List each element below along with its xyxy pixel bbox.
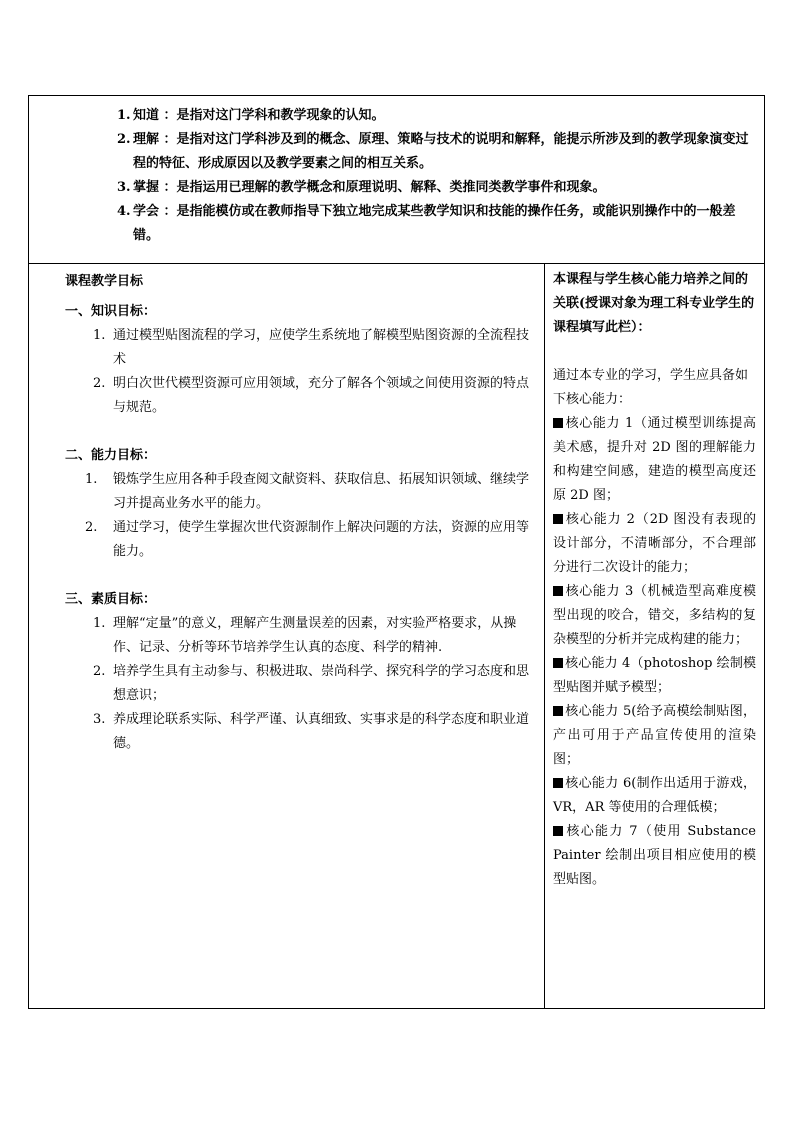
goal-text: 通过学习，使学生掌握次世代资源制作上解决问题的方法，资源的应用等能力。 bbox=[113, 520, 530, 559]
core-ability-text: 核心能力 7（使用 Substance Painter 绘制出项目相应使用的模型贴图。 bbox=[553, 824, 756, 887]
core-ability-item bbox=[553, 700, 756, 772]
core-ability-column bbox=[545, 264, 764, 1008]
core-ability-item bbox=[553, 652, 756, 700]
goal-number: 2. bbox=[85, 520, 98, 535]
definition-number: 4. bbox=[117, 204, 131, 219]
core-ability-item bbox=[553, 820, 756, 892]
goal-number: 1. bbox=[93, 328, 106, 343]
ability-goal-item bbox=[85, 468, 533, 516]
black-square-icon bbox=[553, 778, 563, 788]
definition-number: 3. bbox=[117, 180, 131, 195]
quality-goal-item bbox=[93, 612, 533, 660]
teaching-goals-title: 课程教学目标 bbox=[65, 274, 144, 289]
goal-number: 3. bbox=[93, 712, 106, 727]
goal-text: 培养学生具有主动参与、积极进取、崇尚科学、探究科学的学习态度和思想意识； bbox=[113, 664, 530, 703]
definition-item bbox=[117, 200, 757, 248]
course-table bbox=[28, 95, 765, 1009]
goal-text: 理解“定量”的意义，理解产生测量误差的因素，对实验严格要求，从操作、记录、分析等环节培养学生认真的态度、科学的精神. bbox=[113, 616, 517, 655]
goal-number: 1. bbox=[93, 616, 106, 631]
goal-number: 1. bbox=[85, 472, 98, 487]
core-ability-text: 核心能力 3（机械造型高难度模型出现的咬合，错交，多结构的复杂模型的分析并完成构建的能力； bbox=[553, 584, 756, 647]
goal-text: 养成理论联系实际、科学严谨、认真细致、实事求是的科学态度和职业道德。 bbox=[113, 712, 530, 751]
ability-goal-item bbox=[85, 516, 533, 564]
quality-goal-item bbox=[93, 708, 533, 756]
core-ability-text: 核心能力 2（2D 图没有表现的设计部分，不清晰部分，不合理部分进行二次设计的能力； bbox=[553, 512, 756, 575]
black-square-icon bbox=[553, 586, 563, 596]
knowledge-goals-heading: 一、知识目标： bbox=[65, 304, 157, 319]
definition-item bbox=[117, 104, 757, 128]
definition-text: 理解 ：是指对这门学科涉及到的概念、原理、策略与技术的说明和解释，能提示所涉及到的教学现象演变过程的特征、形成原因以及教学要素之间的相互关系。 bbox=[133, 132, 749, 171]
definition-text: 学会 ：是指能模仿或在教师指导下独立地完成某些教学知识和技能的操作任务，或能识别操作中的一般差错。 bbox=[133, 204, 736, 243]
ability-goals-list bbox=[85, 468, 533, 564]
teaching-goals-column bbox=[29, 264, 545, 1008]
black-square-icon bbox=[553, 418, 563, 428]
knowledge-goals-list bbox=[93, 324, 533, 420]
definition-text: 掌握 ：是指运用已理解的教学概念和原理说明、解释、类推同类教学事件和现象。 bbox=[133, 180, 606, 195]
definitions-section bbox=[29, 96, 764, 264]
definition-item bbox=[117, 128, 757, 176]
core-ability-item bbox=[553, 772, 756, 820]
core-ability-text: 核心能力 4（photoshop 绘制模型贴图并赋予模型； bbox=[553, 656, 756, 695]
black-square-icon bbox=[553, 658, 563, 668]
goal-number: 2. bbox=[93, 376, 106, 391]
core-ability-item bbox=[553, 412, 756, 508]
core-ability-item bbox=[553, 508, 756, 580]
definitions-list bbox=[117, 104, 757, 248]
core-ability-title: 本课程与学生核心能力培养之间的关联(授课对象为理工科专业学生的课程填写此栏）： bbox=[553, 272, 755, 335]
core-ability-intro: 通过本专业的学习，学生应具备如下核心能力： bbox=[553, 368, 749, 407]
ability-goals-heading: 二、能力目标： bbox=[65, 448, 157, 463]
black-square-icon bbox=[553, 826, 563, 836]
core-ability-text: 核心能力 1（通过模型训练提高美术感，提升对 2D 图的理解能力和构建空间感，建造的模型高度还原 2D 图； bbox=[553, 416, 756, 503]
quality-goal-item bbox=[93, 660, 533, 708]
core-ability-text: 核心能力 5(给予高模绘制贴图，产出可用于产品宣传使用的渲染图； bbox=[553, 704, 756, 767]
core-ability-text: 核心能力 6(制作出适用于游戏，VR，AR 等使用的合理低模； bbox=[553, 776, 756, 815]
goal-text: 锻炼学生应用各种手段查阅文献资料、获取信息、拓展知识领域、继续学习并提高业务水平的能力。 bbox=[113, 472, 530, 511]
goal-text: 通过模型贴图流程的学习，应使学生系统地了解模型贴图资源的全流程技术 bbox=[113, 328, 530, 367]
core-ability-item bbox=[553, 580, 756, 652]
knowledge-goal-item bbox=[93, 372, 533, 420]
black-square-icon bbox=[553, 514, 563, 524]
definition-number: 1. bbox=[117, 108, 131, 123]
black-square-icon bbox=[553, 706, 563, 716]
definition-item bbox=[117, 176, 757, 200]
goal-number: 2. bbox=[93, 664, 106, 679]
quality-goals-list bbox=[93, 612, 533, 756]
goal-text: 明白次世代模型资源可应用领域，充分了解各个领域之间使用资源的特点与规范。 bbox=[113, 376, 530, 415]
definition-text: 知道 ：是指对这门学科和教学现象的认知。 bbox=[133, 108, 385, 123]
knowledge-goal-item bbox=[93, 324, 533, 372]
quality-goals-heading: 三、素质目标： bbox=[65, 592, 157, 607]
definition-number: 2. bbox=[117, 132, 131, 147]
